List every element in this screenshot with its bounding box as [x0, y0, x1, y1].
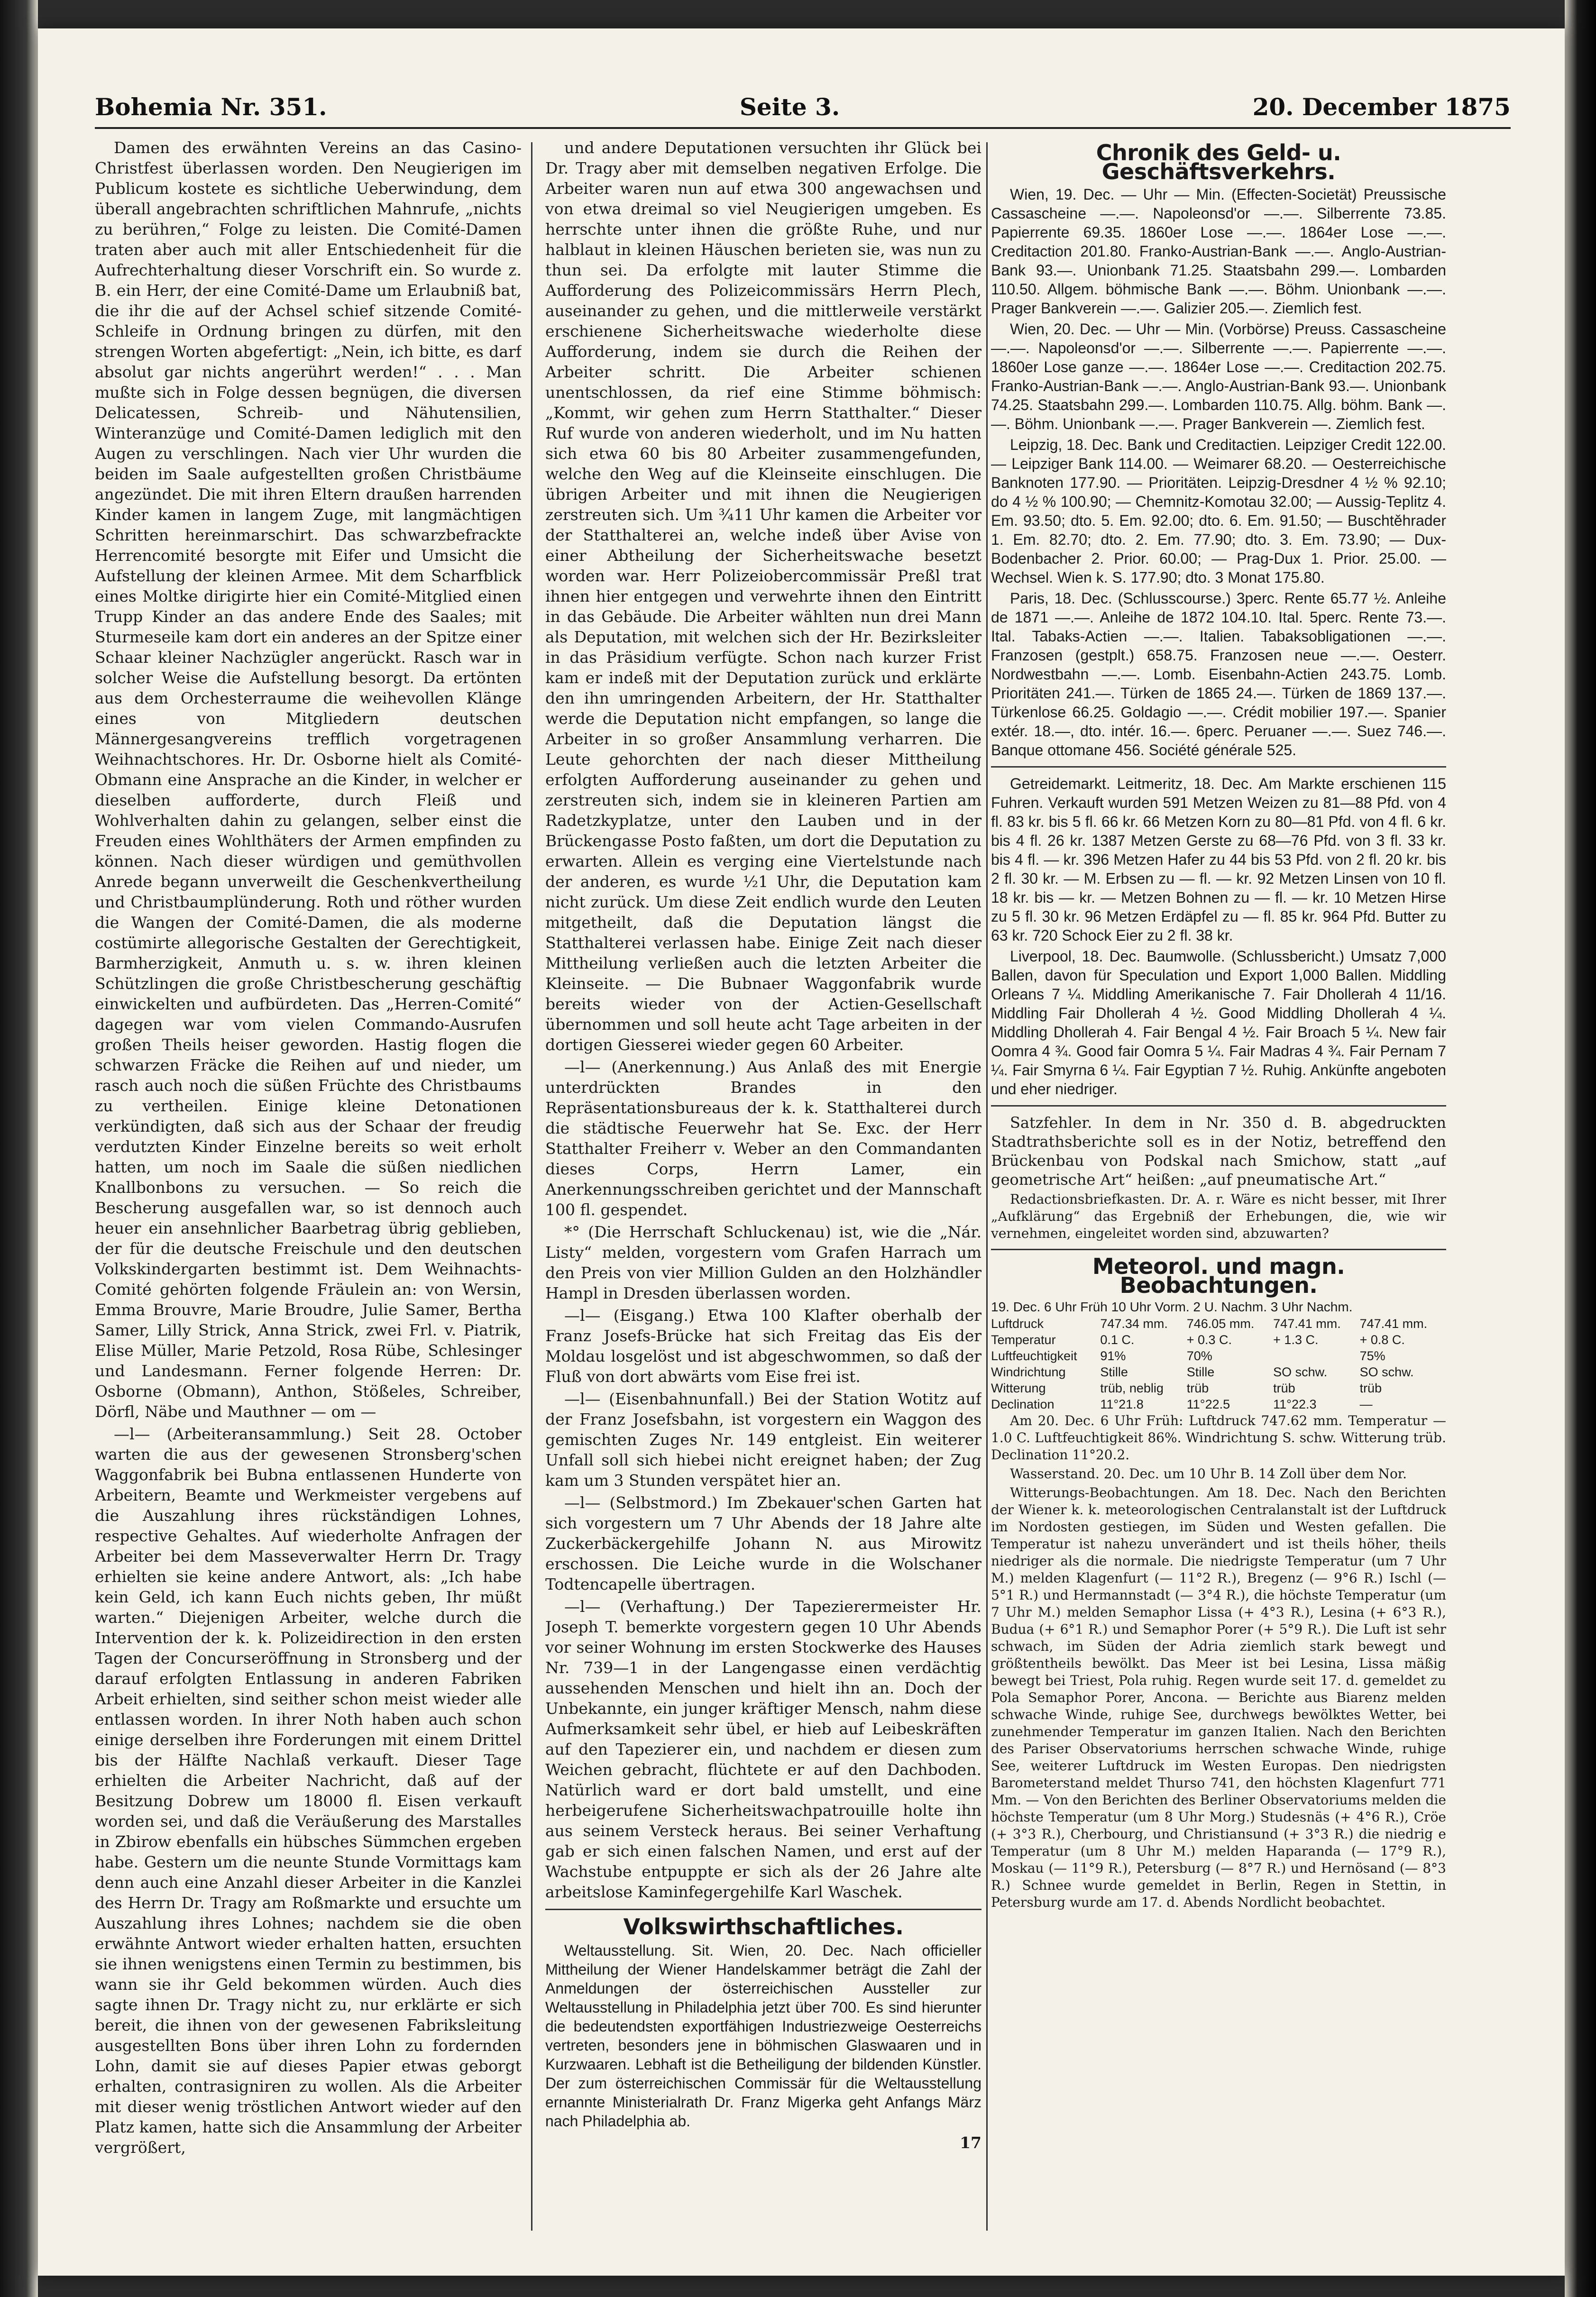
met-cell: 11°22.5 — [1186, 1397, 1230, 1411]
met-cell: 70% — [1186, 1349, 1212, 1363]
met-header: 19. Dec. 6 Uhr Früh 10 Uhr Vorm. 2 U. Nachm. 3 Uhr Nachm. — [991, 1299, 1353, 1314]
article-anerkennung: —l— (Anerkennung.) Aus Anlaß des mit Energie unterdrückten Brandes in den Repräsentationsbureaus der k. k. Statthalterei durch die städtische Feuerwehr hat Se. Exc. der Herr Statthalter Freiherr v. Weber an den Commandanten dieses Corps, Herrn Lamer, ein Anerkennungsschreiben gerichtet und der Mannschaft 100 fl. gespendet. — [545, 1058, 981, 1219]
met-cell: trüb — [1273, 1381, 1295, 1395]
met-cell: + 0.8 C. — [1359, 1333, 1405, 1347]
met-cell: SO schw. — [1273, 1365, 1328, 1379]
header-rule — [95, 127, 1511, 129]
met-cell: — — [1359, 1397, 1373, 1411]
column-1 — [95, 137, 522, 2235]
met-label: Declination — [991, 1397, 1055, 1411]
section-divider — [991, 1105, 1446, 1107]
notice-satzfehler: Satzfehler. In dem in Nr. 350 d. B. abgedruckten Stadtrathsberichte soll es in der Notiz, betreffend den Brückenbau von Podskal nach Smichow, statt „auf geometrische Art“ heißen: „auf pneumatische Art.“ — [991, 1114, 1446, 1189]
page-mark: 17 — [960, 2133, 981, 2152]
market-wien-19: Wien, 19. Dec. — Uhr — Min. (Effecten-Societät) Preussische Cassascheine —.—. Napoleonsd'or —.—. Silberrente 73.85. Papierrente 69.35. 1860er Lose —.—. 1864er Lose —.—. Creditaction 201.80. Franko-Austrian-Bank —.—. Anglo-Austrian-Bank 93.—. Unionbank 71.25. Staatsbahn 299.—. Lombarden 110.50. Allgem. böhmische Bank —.—. Böhm. Unionbank —.—. Prager Bankverein —.—. Galizier 205.—. Ziemlich fest. — [991, 186, 1446, 317]
book-spine-shadow — [0, 0, 38, 2297]
article-casino-christfest: Damen des erwähnten Vereins an das Casino-Christfest überlassen worden. Den Neugierigen im Publicum kostete es sichtliche Ueberwindung, dem überall angebrachten schriftlichen Mahnrufe, „nichts zu berühren,“ Folge zu leisten. Die Comité-Damen traten aber auch mit aller Entschiedenheit für die Aufrechterhaltung dieser Vorschrift ein. So wurde z. B. ein Herr, der eine Comité-Dame um Erlaubniß bat, die ihr die auf der Achsel schief sitzende Comité-Schleife in Ordnung bringen zu dürfen, mit den strengen Worten abgefertigt: „Nein, ich bitte, es darf absolut gar nichts angerührt werden!“ . . . Man mußte sich in Folge dessen begnügen, die diversen Delicatessen, Schreib- und Nähutensilien, Winteranzüge und Comité-Damen lediglich mit den Augen zu verschlingen. Nach vier Uhr wurden die beiden im Saale aufgestellten großen Christbäume angezündet. Die mit ihren Eltern draußen harrenden Kinder kamen in langem Zuge, mit langmächtigen Schritten hereinmarschirt. Das schwarzbefrackte Herrencomité besorgte mit Eifer und Umsicht die Aufstellung der kleinen Armee. Mit dem Scharfblick eines Moltke dirigirte hier ein Comité-Mitglied einen Trupp Kinder an das andere Ende des Saales; mit Sturmeseile kam dort ein anderes an der Spitze einer Schaar kleiner Nachzügler angerückt. Rasch war in solcher Weise die Aufstellung besorgt. Da ertönten aus dem Orchesterraume die weihevollen Klänge eines von Mitgliedern deutschen Männergesangvereins trefflich vorgetragenen Weihnachtschores. Hr. Dr. Osborne hielt als Comité-Obmann eine Ansprache an die Kinder, in welcher er dieselben aufforderte, durch Fleiß und Wohlverhalten dahin zu gelangen, selber einst die Freuden eines Wohlthäters der Armen empfinden zu können. Nach dieser würdigen und gemüthvollen Anrede begann unverweilt die Geschenkvertheilung und Christbaumplünderung. Roth und röther wurden die Wangen der Comité-Damen, die als moderne costümirte allegorische Gestalten der Gerechtigkeit, Barmherzigkeit, Anmuth u. s. w. ihren kleinen Schützlingen die große Christbescherung geschäftig einwickelten und aufbürdeten. Das „Herren-Comité“ dagegen war vom vielen Commando-Ausrufen großen Theils heiser geworden. Hastig flogen die schwarzen Fräcke die Reihen auf und nieder, um rasch auch noch die süßen Früchte des Christbaums zu vertheilen. Einige kleine Detonationen verkündigten, daß sich aus der Schaar der freudig verdutzten Kinder Einzelne bereits so weit erholt hatten, um noch im Saale die süßen niedlichen Knallbonbons zu versuchen. — So reich die Bescherung ausgefallen war, so ist dennoch auch heuer ein ansehnlicher Baarbetrag übrig geblieben, der für die deutsche Freischule und den deutschen Volkskindergarten bestimmt ist. Dem Weihnachts-Comité gehörten folgende Fräulein an: von Wersin, Emma Brouvre, Marie Broudre, Julie Samer, Bertha Samer, Lilly Strick, Anna Strick, zwei Frl. v. Piatrik, Elise Müller, Marie Petzold, Rosa Rübe, Schlesinger und Landesmann. Ferner folgende Herren: Dr. Osborne (Obmann), Anthon, Stößeles, Schreiber, Dörfl, Näbe und Mauthner — om — — [95, 138, 522, 1421]
met-cell — [1273, 1348, 1359, 1364]
met-cell: 11°21.8 — [1100, 1397, 1144, 1411]
met-text: Am 20. Dec. 6 Uhr Früh: Luftdruck 747.62 mm. Temperatur — 1.0 C. Luftfeuchtigkeit 86%. Windrichtung S. schw. Witterung trüb. Declination 11°20.2. — [991, 1413, 1446, 1463]
met-cell: 746.05 mm. — [1186, 1317, 1255, 1331]
met-label: Witterung — [991, 1381, 1046, 1395]
section-divider — [991, 766, 1446, 768]
scan-edge-right — [1565, 0, 1596, 2297]
met-table — [991, 1316, 1446, 1412]
section-title-chronik: Chronik des Geld- u. Geschäftsverkehrs. — [1096, 140, 1341, 184]
met-cell: + 0.3 C. — [1186, 1333, 1232, 1347]
column-rule — [986, 142, 988, 2231]
section-divider — [545, 1909, 981, 1910]
table-row — [991, 1348, 1446, 1364]
met-cell: 91% — [1100, 1349, 1126, 1363]
wasserstand: Wasserstand. 20. Dec. um 10 Uhr B. 14 Zoll über dem Nor. — [1010, 1466, 1407, 1482]
market-getreide: Getreidemarkt. Leitmeritz, 18. Dec. Am Markte erschienen 115 Fuhren. Verkauft wurden 591 Metzen Weizen zu 81—88 Pfd. von 4 fl. 83 kr. bis 5 fl. 66 kr. 66 Metzen Korn zu 80—81 Pfd. von 4 fl. 6 kr. bis 4 fl. 26 kr. 1387 Metzen Gerste zu 68—76 Pfd. von 3 fl. 33 kr. bis 4 fl. — kr. 396 Metzen Hafer zu 44 bis 53 Pfd. von 2 fl. 20 kr. bis 2 fl. 30 kr. — M. Erbsen zu — fl. — kr. 92 Metzen Linsen von 10 fl. 18 kr. bis — kr. — Metzen Bohnen zu — fl. — kr. 10 Metzen Hirse zu 5 fl. 30 kr. 96 Metzen Erdäpfel zu — fl. 85 kr. 964 Pfd. Butter zu 63 kr. 720 Schock Eier zu 2 fl. 38 kr. — [991, 775, 1446, 944]
article-selbstmord: —l— (Selbstmord.) Im Zbekauer'schen Garten hat sich vorgestern um 7 Uhr Abends der 18 Jahre alte Zuckerbäckergehilfe Johann N. aus Mirowitz erschossen. Die Leiche wurde in die Wolschaner Todtencapelle übertragen. — [545, 1493, 981, 1593]
table-row — [991, 1316, 1446, 1332]
article-arbeiteransammlung: —l— (Arbeiteransammlung.) Seit 28. October warten die aus der gewesenen Stronsberg'schen Waggonfabrik bei Bubna entlassenen Hunderte von Arbeitern, Beamte und Werkmeister vergebens auf die Auszahlung ihres rückständigen Lohnes, respective Gehaltes. Auf wiederholte Anfragen der Arbeiter bei dem Masseverwalter Herrn Dr. Tragy erhielten sie keine andere Antwort, als: „Ich habe kein Geld, ich kann Euch nichts geben, Ihr müßt warten.“ Diejenigen Arbeiter, welche durch die Intervention der k. k. Polizeidirection in den ersten Tagen der Concurseröffnung in Stronsberg und der darauf erfolgten Entlassung in anderen Fabriken Arbeit erhielten, sind seither schon meist wieder alle entlassen worden. In ihrer Noth haben auch schon einige derselben ihre Forderungen mit einem Drittel bis der Hälfte Nachlaß verkauft. Dieser Tage erhielten die Arbeiter Nachricht, daß auf der Besitzung Dobrew um 18000 fl. Eisen verkauft worden sei, und daß die Veräußerung des Marstalles in Zbirow ebenfalls ein hübsches Sümmchen ergeben habe. Gestern um die neunte Stunde Vormittags kam denn auch eine Anzahl dieser Arbeiter in die Kanzlei des Herrn Dr. Tragy am Roßmarkte und ersuchte um Auszahlung ihres Lohnes; nachdem sie die oben erwähnte Antwort wieder erhalten hatten, ersuchten sie ihnen wenigstens einen Termin zu bestimmen, bis wann sie ihr Geld bekommen würden. Auch dies sagte ihnen Dr. Tragy nicht zu, nur erklärte er sich bereit, die ihnen von der gewesenen Fabriksleitung ausgestellten Bons über ihren Lohn zu fordernden Lohn, damit sie auf dieses Papier etwas geborgt erhalten, contrasigniren zu wollen. Als die Arbeiter mit dieser wenig tröstlichen Antwort wieder auf den Platz kamen, hatte sich die Ansammlung der Arbeiter vergrößert, — [95, 1425, 522, 2157]
met-cell: trüb — [1359, 1381, 1382, 1395]
table-row — [991, 1396, 1446, 1412]
article-weltausstellung: Weltausstellung. Sit. Wien, 20. Dec. Nach officieller Mittheilung der Wiener Handelskammer beträgt die Zahl der Anmeldungen der österreichischen Aussteller zur Weltausstellung in Philadelphia jetzt über 700. Es sind hierunter die bedeutendsten exportfähigen Industriezweige Oesterreichs vertreten, besonders jene in böhmischen Glaswaaren und in Kurzwaaren. Lebhaft ist die Betheiligung der bildenden Künstler. Der zum österreichischen Commissär für die Weltausstellung ernannte Ministerialrath Dr. Franz Migerka geht Anfangs März nach Philadelphia ab. — [545, 1942, 981, 2130]
article-verhaftung: —l— (Verhaftung.) Der Tapezierermeister Hr. Joseph T. bemerkte vorgestern gegen 10 Uhr Abends vor seiner Wohnung im ersten Stockwerke des Hauses Nr. 739—1 in der Langengasse einen verdächtig aussehenden Menschen und hielt ihn an. Doch der Unbekannte, ein junger kräftiger Mensch, nahm diese Aufmerksamkeit sehr übel, er hieb auf Leibeskräften auf den Tapezierer ein, und nachdem er diesen zum Weichen gebracht, flüchtete er auf den Dachboden. Natürlich ward er dort bald umstellt, und eine herbeigerufene Sicherheitswachpatrouille holte ihn aus seinem Versteck heraus. Bei seiner Verhaftung gab er sich einen falschen Namen, und erst auf der Wachstube entpuppte er sich als der 26 Jahre alte arbeitslose Kaminfegergehilfe Karl Waschek. — [545, 1597, 981, 1901]
met-cell: trüb, neblig — [1100, 1381, 1164, 1395]
market-liverpool: Liverpool, 18. Dec. Baumwolle. (Schlussbericht.) Umsatz 7,000 Ballen, davon für Speculation und Export 1,000 Ballen. Middling Orleans 7 ¼. Middling Amerikanische 7. Fair Dhollerah 4 11/16. Middling Fair Dhollerah 4 ½. Good Middling Dhollerah 4 ¼. Middling Dhollerah 4. Fair Bengal 4 ½. Fair Broach 5 ¼. New fair Oomra 4 ¾. Good fair Oomra 5 ¼. Fair Madras 4 ¾. Fair Pernam 7 ¼. Fair Smyrna 6 ¼. Fair Egyptian 7 ½. Ruhig. Ankünfte angeboten und eher niedriger. — [991, 948, 1446, 1098]
met-label: Luftdruck — [991, 1317, 1044, 1331]
section-title-meteorol: Meteorol. und magn. Beobachtungen. — [1092, 1254, 1345, 1298]
running-head — [95, 90, 1511, 123]
met-label: Luftfeuchtigkeit — [991, 1349, 1077, 1363]
section-divider — [991, 1249, 1446, 1250]
witterungs-beobachtungen: Witterungs-Beobachtungen. Am 18. Dec. Nach den Berichten der Wiener k. k. meteorologischen Centralanstalt ist der Luftdruck im Nordosten gestiegen, im Süden und Westen gefallen. Die Temperatur ist nahezu unverändert und ist theils höher, theils niedriger als die normale. Die niedrigste Temperatur (um 7 Uhr M.) melden Klagenfurt (— 11°2 R.), Bregenz (— 9°6 R.) Ischl (— 5°1 R.) und Hermannstadt (— 3°4 R.), die höchste Temperatur (um 7 Uhr M.) melden Semaphor Lissa (+ 4°3 R.), Lesina (+ 6°3 R.), Budua (+ 6°1 R.) und Semaphor Porer (+ 5°9 R.). Die Luft ist sehr schwach, im Süden der Adria ziemlich stark bewegt und größtentheils bewölkt. Das Meer ist bei Lesina, Lissa mäßig bewegt bei Triest, Pola ruhig. Regen wurde seit 17. d. gemeldet zu Pola Semaphor Porer, Ancona. — Berichte aus Biarenz melden schwache Winde, ruhige See, durchwegs bewölktes Wetter, bei zunehmender Temperatur im ganzen Italien. Nach den Berichten des Pariser Observatoriums herrschen schwache Winde, ruhige See, weiterer Luftdruck im Westen Europas. Den niedrigsten Barometerstand meldet Thurso 741, den höchsten Klagenfurt 771 Mm. — Von den Berichten des Berliner Observatoriums melden die höchste Temperatur (um 8 Uhr Morg.) Studesnäs (+ 4°6 R.), Cröe (+ 3°3 R.), Cherbourg, und Christiansund (+ 3°3 R.) die niedrig e Temperatur (um 8 Uhr M.) melden Haparanda (— 17°9 R.), Moskau (— 11°9 R.), Petersburg (— 8°7 R.) und Hernösand (— 8°3 R.) Schnee wurde gemeldet in Berlin, Regen in Stettin, in Petersburg wurde am 17. d. Abends Nordlicht beobachtet. — [991, 1485, 1446, 1910]
article-herrschaft-schluckenau: *° (Die Herrschaft Schluckenau) ist, wie die „Nár. Listy“ melden, vorgestern vom Grafen Harrach um den Preis von vier Million Gulden an den Holzhändler Hampl in Dresden überlassen worden. — [545, 1223, 981, 1302]
article-eisgang: —l— (Eisgang.) Etwa 100 Klafter oberhalb der Franz Josefs-Brücke hat sich Freitag das Eis der Moldau losgelöst und ist abgeschwommen, so daß der Fluß von dort abwärts vom Eise frei ist. — [545, 1306, 981, 1386]
met-cell: SO schw. — [1359, 1365, 1414, 1379]
column-rule — [531, 142, 532, 2231]
met-cell: + 1.3 C. — [1273, 1333, 1319, 1347]
market-leipzig: Leipzig, 18. Dec. Bank und Creditactien. Leipziger Credit 122.00. — Leipziger Bank 114.00. — Weimarer 68.20. — Oesterreichische Banknoten 177.90. — Prioritäten. Leipzig-Dresdner 4 ½ % 92.10; do 4 ½ % 100.90; — Chemnitz-Komotau 32.00; — Aussig-Teplitz 4. Em. 93.50; dto. 5. Em. 92.00; dto. 6. Em. 91.50; — Buschtěhrader 1. Em. 82.70; dto. 2. Em. 77.90; dto. 3. Em. 73.90; — Dux-Bodenbacher 2. Prior. 60.00; — Prag-Dux 1. Prior. 25.00. — Wechsel. Wien k. S. 177.90; dto. 3 Monat 175.80. — [991, 436, 1446, 586]
table-row — [991, 1380, 1446, 1396]
market-paris: Paris, 18. Dec. (Schlusscourse.) 3perc. Rente 65.77 ½. Anleihe de 1871 —.—. Anleihe de 1872 104.10. Ital. 5perc. Rente 73.—. Ital. Tabaks-Actien —.—. Italien. Tabaksobligationen —.—. Franzosen (gestplt.) 658.75. Franzosen neue —.—. Oesterr. Nordwestbahn —.—. Lomb. Eisenbahn-Actien 243.75. Lomb. Prioritäten 241.—. Türken de 1865 24.—. Türken de 1869 137.—. Türkenlose 66.25. Goldagio —.—. Crédit mobilier 197.—. Spanier extér. 18.—, dto. intér. 16.—. 6perc. Peruaner —.—. Suez 746.—. Banque ottomane 456. Société générale 525. — [991, 590, 1446, 759]
market-wien-20: Wien, 20. Dec. — Uhr — Min. (Vorbörse) Preuss. Cassascheine —.—. Napoleonsd'or —.—. Silberrente —.—. Papierrente —.—. 1860er Lose ganze —.—. 1864er Lose —.—. Creditaction 202.75. Franko-Austrian-Bank —.—. Anglo-Austrian-Bank 93.—. Unionbank 74.25. Staatsbahn 299.—. Lombarden 110.75. Allg. böhm. Bank —.—. Böhm. Unionbank —.—. Prager Bankverein —. Ziemlich fest. — [991, 320, 1446, 432]
table-row — [991, 1332, 1446, 1348]
met-cell: Stille — [1100, 1365, 1128, 1379]
met-cell: trüb — [1186, 1381, 1209, 1395]
met-cell: 0.1 C. — [1100, 1333, 1135, 1347]
met-label: Windrichtung — [991, 1365, 1066, 1379]
page-number: Seite 3. — [739, 92, 840, 121]
masthead-issue: Bohemia Nr. 351. — [95, 92, 327, 121]
met-cell: 747.41 mm. — [1273, 1317, 1341, 1331]
issue-date: 20. December 1875 — [1252, 92, 1511, 121]
met-cell: Stille — [1186, 1365, 1215, 1379]
column-3 — [991, 137, 1446, 2235]
met-cell: 11°22.3 — [1273, 1397, 1317, 1411]
section-title-volkswirthschaft: Volkswirthschaftliches. — [623, 1914, 904, 1940]
met-label: Temperatur — [991, 1333, 1056, 1347]
met-cell: 747.41 mm. — [1359, 1317, 1428, 1331]
table-row — [991, 1364, 1446, 1380]
article-deputation: und andere Deputationen versuchten ihr Glück bei Dr. Tragy aber mit demselben negativen Erfolge. Die Arbeiter waren nun auf etwa 300 angewachsen und von etwa dreimal so viel Neugierigen umgeben. Es herrschte unter ihnen die größte Ruhe, und nur halblaut in kleinen Häuschen berieten sie, was nun zu thun sei. Da erfolgte mit lauter Stimme die Aufforderung des Polizeicommissärs Herrn Plech, auseinander zu gehen, und die mittlerweile verstärkt erschienene Sicherheitswache wiederholte diese Aufforderung, indem sie durch die Reihen der Arbeiter schritt. Die Arbeiter schienen unentschlossen, da rief eine Stimme böhmisch: „Kommt, wir gehen zum Herrn Statthalter.“ Dieser Ruf wurde von anderen wiederholt, und im Nu hatten sich etwa 60 bis 80 Arbeiter zusammengefunden, welche den Weg auf die Kleinseite einschlugen. Die übrigen Arbeiter und mit ihnen die Neugierigen zerstreuten sich. Um ¾11 Uhr kamen die Arbeiter vor der Statthalterei an, welche indeß über Avise von einer Abtheilung der Sicherheitswache besetzt worden war. Herr Polizeiobercommissär Preßl trat ihnen hier entgegen und verwehrte ihnen den Eintritt in das Gebäude. Die Arbeiter wählten nun drei Mann als Deputation, mit welchen sich der Hr. Bezirksleiter in das Präsidium verfügte. Schon nach kurzer Frist kam er indeß mit der Deputation zurück und erklärte den ihn umringenden Arbeitern, der Hr. Statthalter werde die Deputation nicht empfangen, so lange die Arbeiter in so großer Ansammlung verharren. Die Leute gehorchten der nach dieser Mittheilung erfolgten Aufforderung auseinander zu gehen und zerstreuten sich, indem sie in kleineren Partien am Radetzkyplatze, unter den Lauben und in der Brückengasse Posto faßten, um dort die Deputation zu erwarten. Allein es verging eine Viertelstunde nach der anderen, es wurde ½1 Uhr, die Deputation kam nicht zurück. Um diese Zeit endlich wurde den Leuten mitgetheilt, daß die Deputation längst die Statthalterei verlassen habe. Einige Zeit nach dieser Mittheilung verließen auch die letzten Arbeiter die Kleinseite. — Die Bubnaer Waggonfabrik wurde bereits wieder von der Actien-Gesellschaft übernommen und soll heute acht Tage arbeiten in der dortigen Giesserei wieder gegen 60 Arbeiter. — [545, 138, 981, 1054]
notice-redactionsbriefkasten: Redactionsbriefkasten. Dr. A. r. Wäre es nicht besser, mit Ihrer „Aufklärung“ das Ergebniß der Erhebungen, die, wie wir vernehmen, eingeleitet worden sind, abzuwarten? — [991, 1191, 1446, 1241]
column-2 — [545, 137, 981, 2235]
article-eisenbahnunfall: —l— (Eisenbahnunfall.) Bei der Station Wotitz auf der Franz Josefsbahn, ist vorgestern ein Waggon des gemischten Zuges Nr. 149 entgleist. Ein weiterer Unfall soll sich hiebei nicht ereignet haben; der Zug kam um 3 Stunden verspätet hier an. — [545, 1390, 981, 1490]
met-cell: 747.34 mm. — [1100, 1317, 1168, 1331]
met-cell: 75% — [1359, 1349, 1385, 1363]
